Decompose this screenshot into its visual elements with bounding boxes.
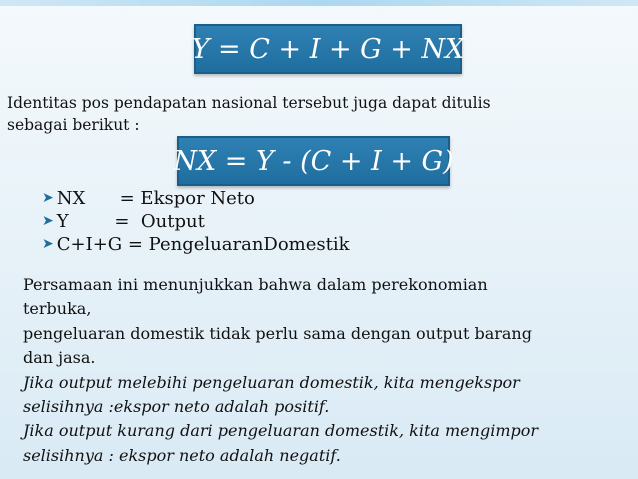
definition-text: C+I+G = PengeluaranDomestik [56,234,350,255]
explanation-line: dan jasa. [23,348,96,368]
arrow-bullet-icon: ➤ [42,190,54,206]
explanation-line: Persamaan ini menunjukkan bahwa dalam perekonomian [23,275,488,294]
definition-item [42,233,350,256]
definition-item [42,210,350,233]
explanation-line: terbuka, [23,299,92,319]
explanation-line: pengeluaran domestik tidak perlu sama dengan output barang [23,323,532,343]
definition-text: NX = Ekspor Neto [56,188,255,209]
explanation-paragraph [23,273,613,468]
definition-item [42,187,350,210]
decorative-top-line [0,0,638,6]
explanation-line-positive: selisihnya :ekspor neto adalah positif. [23,397,330,417]
explanation-line-positive: Jika output melebihi pengeluaran domestik, kita mengekspor [23,372,520,392]
arrow-bullet-icon: ➤ [42,236,54,252]
explanation-line-negative: selisihnya : ekspor neto adalah negatif. [23,445,341,465]
arrow-bullet-icon: ➤ [42,213,54,229]
definition-text: Y = Output [56,211,205,232]
intro-line: sebagai berikut : [7,116,140,134]
formula-income-identity: Y = C + I + G + NX [194,24,462,74]
explanation-line-negative: Jika output kurang dari pengeluaran domestik, kita mengimpor [23,421,539,441]
definition-list [42,187,350,256]
intro-line: Identitas pos pendapatan nasional tersebut juga dapat ditulis [7,94,491,112]
formula-net-export: NX = Y - (C + I + G) [177,136,450,186]
intro-text [7,92,607,136]
